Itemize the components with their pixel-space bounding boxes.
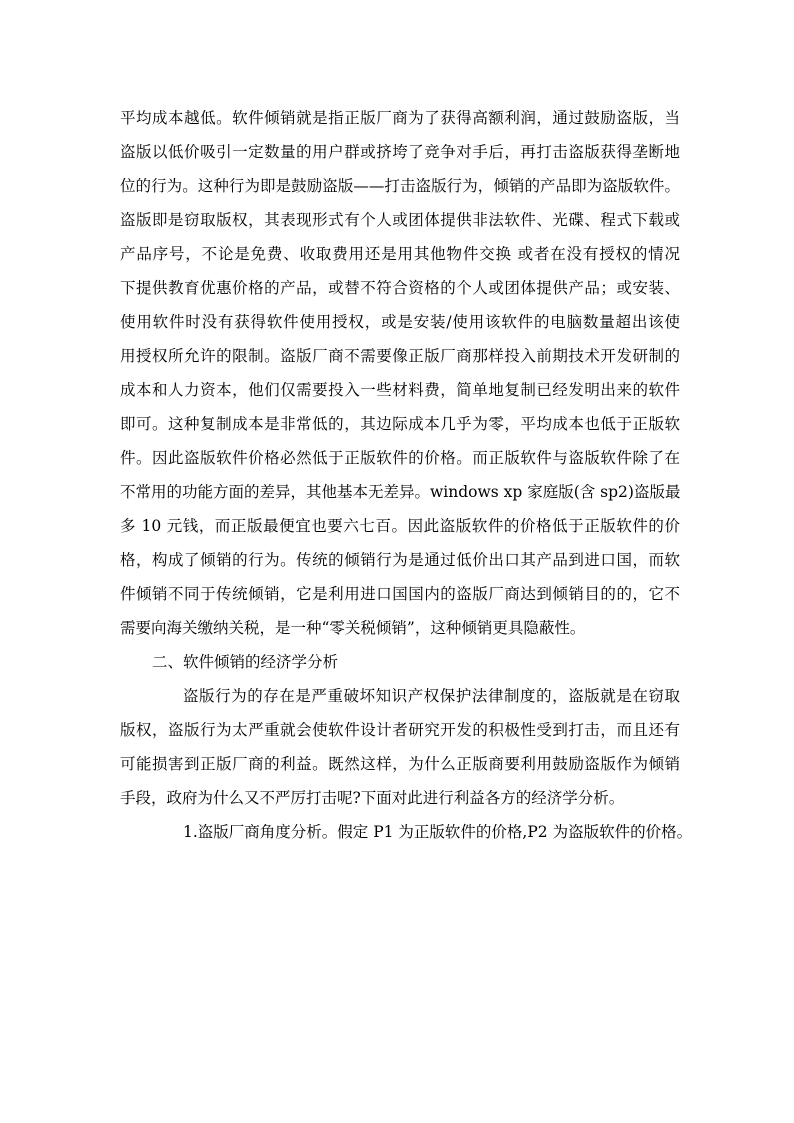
para2-line-4: 手段，政府为什么又不严厉打击呢?下面对此进行利益各方的经济学分析。 xyxy=(120,789,625,807)
body-line-12: 不常用的功能方面的差异，其他基本无差异。windows xp 家庭版(含 sp2)盗版最 xyxy=(120,483,681,501)
body-line-16: 需要向海关缴纳关税，是一种“零关税倾销”，这种倾销更具隐蔽性。 xyxy=(120,619,586,637)
para2-line-1: 盗版行为的存在是严重破坏知识产权保护法律制度的，盗版就是在窃取 xyxy=(183,687,680,705)
para3-line-1: 1.盗版厂商角度分析。假定 P1 为正版软件的价格,P2 为盗版软件的价格。 xyxy=(183,823,693,841)
body-line-14: 格，构成了倾销的行为。传统的倾销行为是通过低价出口其产品到进口国，而软 xyxy=(120,551,680,569)
body-line-10: 即可。这种复制成本是非常低的，其边际成本几乎为零，平均成本也低于正版软 xyxy=(120,415,680,433)
body-line-5: 产品序号，不论是免费、收取费用还是用其他物件交换 或者在没有授权的情况 xyxy=(120,245,680,263)
body-line-4: 盗版即是窃取版权，其表现形式有个人或团体提供非法软件、光碟、程式下载或 xyxy=(120,211,680,229)
body-line-15: 件倾销不同于传统倾销，它是利用进口国国内的盗版厂商达到倾销目的的，它不 xyxy=(120,585,680,603)
body-line-2: 盗版以低价吸引一定数量的用户群或挤垮了竞争对手后，再打击盗版获得垄断地 xyxy=(120,143,680,161)
body-line-7: 使用软件时没有获得软件使用授权，或是安装/使用该软件的电脑数量超出该使 xyxy=(120,313,680,331)
para2-line-2: 版权，盗版行为太严重就会使软件设计者研究开发的积极性受到打击，而且还有 xyxy=(120,721,680,739)
body-line-3: 位的行为。这种行为即是鼓励盗版——打击盗版行为，倾销的产品即为盗版软件。 xyxy=(120,177,680,195)
body-line-6: 下提供教育优惠价格的产品，或替不符合资格的个人或团体提供产品；或安装、 xyxy=(120,279,680,297)
para2-line-3: 可能损害到正版厂商的利益。既然这样，为什么正版商要利用鼓励盗版作为倾销 xyxy=(120,755,680,773)
body-line-1: 平均成本越低。软件倾销就是指正版厂商为了获得高额利润，通过鼓励盗版，当 xyxy=(120,109,680,127)
body-line-13: 多 10 元钱，而正版最便宜也要六七百。因此盗版软件的价格低于正版软件的价 xyxy=(120,517,680,535)
body-line-11: 件。因此盗版软件价格必然低于正版软件的价格。而正版软件与盗版软件除了在 xyxy=(120,449,680,467)
body-line-8: 用授权所允许的限制。盗版厂商不需要像正版厂商那样投入前期技术开发研制的 xyxy=(120,347,680,365)
body-line-9: 成本和人力资本，他们仅需要投入一些材料费，简单地复制已经发明出来的软件 xyxy=(120,381,680,399)
section-heading: 二、软件倾销的经济学分析 xyxy=(152,653,339,671)
